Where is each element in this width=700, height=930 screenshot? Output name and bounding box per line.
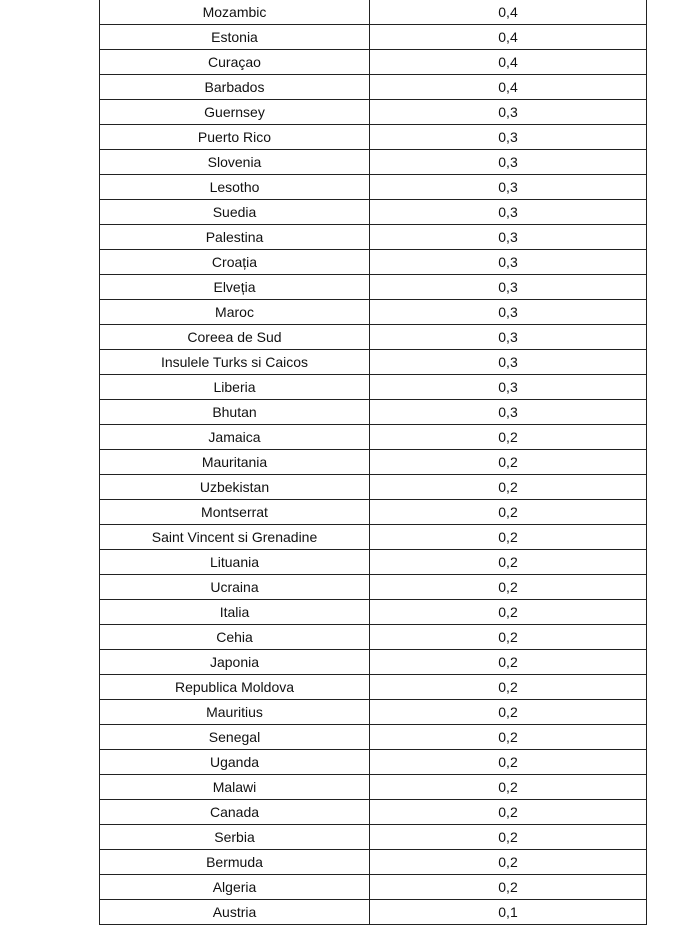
value-cell: 0,2 [370, 700, 647, 725]
table-row [100, 775, 647, 800]
country-cell: Cehia [100, 625, 370, 650]
value-cell: 0,2 [370, 450, 647, 475]
table-row [100, 425, 647, 450]
table-body [100, 0, 647, 925]
country-cell: Algeria [100, 875, 370, 900]
value-cell: 0,2 [370, 575, 647, 600]
country-cell: Guernsey [100, 100, 370, 125]
table-row [100, 525, 647, 550]
table-row [100, 150, 647, 175]
table-row [100, 225, 647, 250]
value-cell: 0,2 [370, 425, 647, 450]
value-cell: 0,2 [370, 475, 647, 500]
country-cell: Mozambic [100, 0, 370, 25]
country-cell: Slovenia [100, 150, 370, 175]
table-row [100, 600, 647, 625]
value-cell: 0,4 [370, 50, 647, 75]
country-cell: Suedia [100, 200, 370, 225]
table-row [100, 0, 647, 25]
table-row [100, 375, 647, 400]
table-row [100, 400, 647, 425]
value-cell: 0,3 [370, 325, 647, 350]
table-row [100, 50, 647, 75]
country-cell: Japonia [100, 650, 370, 675]
value-cell: 0,3 [370, 125, 647, 150]
country-cell: Uganda [100, 750, 370, 775]
country-cell: Austria [100, 900, 370, 925]
table-row [100, 75, 647, 100]
country-cell: Insulele Turks si Caicos [100, 350, 370, 375]
value-cell: 0,2 [370, 675, 647, 700]
table-row [100, 650, 647, 675]
value-cell: 0,2 [370, 625, 647, 650]
value-cell: 0,3 [370, 175, 647, 200]
country-cell: Canada [100, 800, 370, 825]
value-cell: 0,2 [370, 550, 647, 575]
table-row [100, 625, 647, 650]
value-cell: 0,2 [370, 825, 647, 850]
value-cell: 0,4 [370, 75, 647, 100]
value-cell: 0,2 [370, 525, 647, 550]
table-row [100, 250, 647, 275]
table-row [100, 25, 647, 50]
value-cell: 0,2 [370, 725, 647, 750]
country-cell: Puerto Rico [100, 125, 370, 150]
value-cell: 0,3 [370, 375, 647, 400]
table-row [100, 300, 647, 325]
country-cell: Uzbekistan [100, 475, 370, 500]
value-cell: 0,3 [370, 100, 647, 125]
table-row [100, 875, 647, 900]
country-cell: Elveția [100, 275, 370, 300]
table-row [100, 675, 647, 700]
value-cell: 0,4 [370, 25, 647, 50]
value-cell: 0,2 [370, 650, 647, 675]
table-row [100, 725, 647, 750]
country-cell: Barbados [100, 75, 370, 100]
value-cell: 0,4 [370, 0, 647, 25]
value-cell: 0,2 [370, 850, 647, 875]
country-cell: Mauritius [100, 700, 370, 725]
country-cell: Maroc [100, 300, 370, 325]
value-cell: 0,2 [370, 875, 647, 900]
country-cell: Coreea de Sud [100, 325, 370, 350]
value-cell: 0,3 [370, 400, 647, 425]
table-row [100, 325, 647, 350]
table-row [100, 175, 647, 200]
table-row [100, 125, 647, 150]
country-cell: Ucraina [100, 575, 370, 600]
country-cell: Croația [100, 250, 370, 275]
table-row [100, 350, 647, 375]
table-row [100, 700, 647, 725]
country-cell: Lesotho [100, 175, 370, 200]
country-cell: Republica Moldova [100, 675, 370, 700]
table-row [100, 100, 647, 125]
value-cell: 0,2 [370, 800, 647, 825]
table-row [100, 275, 647, 300]
country-cell: Saint Vincent si Grenadine [100, 525, 370, 550]
table-row [100, 900, 647, 925]
country-cell: Liberia [100, 375, 370, 400]
country-cell: Bhutan [100, 400, 370, 425]
value-cell: 0,1 [370, 900, 647, 925]
value-cell: 0,3 [370, 200, 647, 225]
table-row [100, 500, 647, 525]
table-row [100, 800, 647, 825]
country-cell: Curaçao [100, 50, 370, 75]
country-value-table-container [99, 0, 646, 925]
country-value-table [99, 0, 647, 925]
country-cell: Mauritania [100, 450, 370, 475]
value-cell: 0,3 [370, 350, 647, 375]
table-row [100, 550, 647, 575]
table-row [100, 200, 647, 225]
value-cell: 0,2 [370, 500, 647, 525]
value-cell: 0,2 [370, 600, 647, 625]
country-cell: Italia [100, 600, 370, 625]
value-cell: 0,3 [370, 225, 647, 250]
country-cell: Serbia [100, 825, 370, 850]
value-cell: 0,2 [370, 775, 647, 800]
value-cell: 0,3 [370, 150, 647, 175]
country-cell: Estonia [100, 25, 370, 50]
country-cell: Montserrat [100, 500, 370, 525]
table-row [100, 850, 647, 875]
country-cell: Jamaica [100, 425, 370, 450]
country-cell: Malawi [100, 775, 370, 800]
table-row [100, 575, 647, 600]
table-row [100, 475, 647, 500]
table-row [100, 750, 647, 775]
country-cell: Palestina [100, 225, 370, 250]
country-cell: Bermuda [100, 850, 370, 875]
value-cell: 0,3 [370, 275, 647, 300]
table-row [100, 825, 647, 850]
table-row [100, 450, 647, 475]
value-cell: 0,2 [370, 750, 647, 775]
value-cell: 0,3 [370, 300, 647, 325]
value-cell: 0,3 [370, 250, 647, 275]
country-cell: Lituania [100, 550, 370, 575]
country-cell: Senegal [100, 725, 370, 750]
